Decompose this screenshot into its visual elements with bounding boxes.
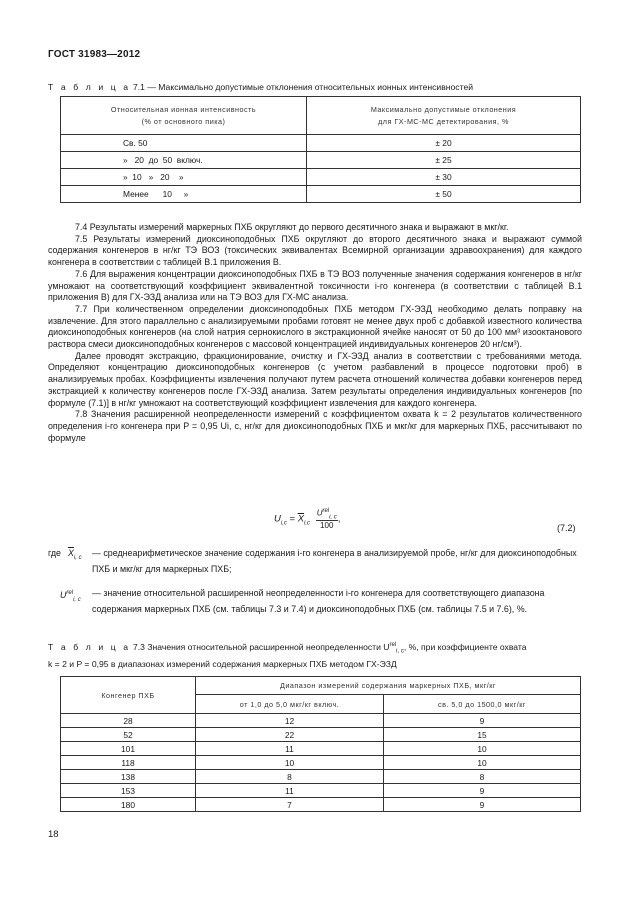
table-header-cell — [61, 97, 307, 135]
table-cell: 101 — [61, 742, 196, 756]
definition-symbol — [68, 545, 82, 566]
symbol-x-sub: i, c — [73, 554, 82, 561]
table-cell: 11 — [196, 742, 384, 756]
table-header-cell: Конгенер ПХБ — [61, 677, 196, 714]
paragraph-7-7-continued: Далее проводят экстракцию, фракционирование, очистку и ГХ-ЭЗД анализ в соответствии с требованиями метода. Определяют концентрацию диоксиноподобных конгенеров (с учетом разбавлений в процессе подготовки проб) в анализируемых пробах. Коэффициенты извлечения получают путем расчета отношений количества добавки конгенеров перед экстракцией к количеству конгенеров после ГХ-ЭЗД анализа. Затем результаты определения индивидуальных конгенеров [по формуле (7.1)] в нг/кг умножают на соответствующий коэффициент извлечения для каждого конгенера. — [48, 350, 582, 408]
table-cell: 118 — [61, 756, 196, 770]
page-number: 18 — [48, 829, 59, 840]
table-cell: » 10 » 20 » — [61, 169, 307, 186]
table-cell: 10 — [196, 756, 384, 770]
table-cell: 9 — [384, 798, 581, 812]
table-7-1-caption — [48, 82, 473, 92]
caption-text: 7.3 Значения относительной расширенной неопределенности U — [130, 642, 390, 652]
table-cell: 153 — [61, 784, 196, 798]
table-row — [61, 169, 581, 186]
table-cell: ± 20 — [307, 135, 581, 152]
table-header-cell — [307, 97, 581, 135]
table-7-3-caption — [48, 642, 527, 655]
formula-xbar: $\overline{X}$ — [297, 513, 305, 525]
table-row — [61, 770, 581, 784]
symbol-u-sup: rel — [66, 590, 74, 596]
caption-text: 7.1 — Максимально допустимые отклонения относительных ионных интенсивностей — [130, 82, 474, 92]
formula-xbar-sub: i,c — [304, 520, 311, 527]
symbol-x: $\overline{X}$ — [68, 548, 74, 558]
numerator-sub: i, c — [329, 514, 337, 521]
definition-text: — среднеарифметическое значение содержания i-го конгенера в анализируемой пробе, нг/кг для диоксиноподобных ПХБ и мкг/кг для маркерных ПХБ; — [92, 548, 577, 574]
table-cell: 7 — [196, 798, 384, 812]
document-header: ГОСТ 31983—2012 — [48, 49, 141, 60]
table-cell: 180 — [61, 798, 196, 812]
paragraph-7-8: 7.8 Значения расширенной неопределенности измерений с коэффициентом охвата k = 2 результатов количественного определения i-го конгенера при P = 0,95 Ui, c, нг/кг для диоксиноподобных ПХБ и мкг/кг для маркерных ПХБ, рассчитывают по формуле — [48, 409, 582, 443]
table-cell: 138 — [61, 770, 196, 784]
paragraph-7-7: 7.7 При количественном определении диоксиноподобных ПХБ методом ГХ-ЭЗД необходимо делать поправку на извлечение. Для этого параллельно с анализируемыми пробами готовят не менее двух проб с добавкой известного количества диоксиноподобных конгенеров (на слой натрия сернокислого в экстракционной ячейке наносят от 50 до 100 мм³ изооктанового раствора смеси диоксиноподобных конгенеров с массовой концентрацией индивидуальных конгенеров 20 нг/см³). — [48, 303, 582, 350]
table-cell: ± 25 — [307, 152, 581, 169]
table-cell: 9 — [384, 784, 581, 798]
table-row — [61, 186, 581, 203]
table-row — [61, 135, 581, 152]
symbol-u: U — [60, 589, 67, 600]
table-7-1 — [60, 96, 581, 203]
equation-number: (7.2) — [557, 523, 576, 533]
table-7-3-caption-line2: k = 2 и P = 0,95 в диапазонах измерений содержания маркерных ПХБ методом ГХ-ЭЗД — [48, 659, 397, 669]
caption-label: Т а б л и ц а — [48, 82, 131, 92]
table-cell: ± 30 — [307, 169, 581, 186]
definition-text: — значение относительной расширенной неопределенности i-го конгенера для соответствующего диапазона содержания маркерных ПХБ (см. таблицы 7.3 и 7.4) и диоксиноподобных ПХБ (см. таблицы 7.5 и 7.6), %. — [92, 588, 545, 614]
caption-label: Т а б л и ц а — [48, 642, 131, 652]
table-7-3 — [60, 676, 581, 812]
table-cell: 28 — [61, 714, 196, 728]
fraction-numerator — [316, 508, 338, 521]
caption-sup: rel — [389, 642, 397, 649]
formula-equals: = — [286, 513, 298, 525]
definition-symbol — [60, 585, 81, 608]
table-cell: » 20 до 50 включ. — [61, 152, 307, 169]
table-cell: ± 50 — [307, 186, 581, 203]
table-cell: 9 — [384, 714, 581, 728]
table-cell: 12 — [196, 714, 384, 728]
table-cell: 10 — [384, 756, 581, 770]
table-cell: Менее 10 » — [61, 186, 307, 203]
table-header-cell: от 1,0 до 5,0 мкг/кг включ. — [196, 695, 384, 714]
definition-2 — [48, 585, 582, 625]
table-header-row — [61, 677, 581, 695]
table-cell: 8 — [196, 770, 384, 784]
formula-lhs-sub: i,c — [280, 520, 287, 527]
formula-tail: , — [337, 513, 341, 525]
caption-tail: , %, при коэффициенте охвата — [403, 642, 527, 652]
table-row — [61, 784, 581, 798]
table-cell: 52 — [61, 728, 196, 742]
table-row — [61, 756, 581, 770]
formula-7-2 — [274, 508, 340, 530]
formula-fraction — [316, 508, 338, 530]
table-row — [61, 742, 581, 756]
table-cell: 15 — [384, 728, 581, 742]
table-header-cell: св. 5,0 до 1500,0 мкг/кг — [384, 695, 581, 714]
numerator-sup: rel — [322, 508, 330, 514]
where-lead: где — [48, 548, 61, 558]
header-line: Относительная ионная интенсивность — [110, 104, 257, 114]
table-header-cell: Диапазон измерений содержания маркерных ПХБ, мкг/кг — [196, 677, 581, 695]
body-text — [48, 222, 582, 444]
formula-lhs: U — [274, 513, 281, 525]
symbol-u-sub: i, c — [73, 596, 81, 603]
caption-sub: i, c — [396, 648, 404, 655]
header-line: для ГХ-МС-МС детектирования, % — [378, 116, 509, 126]
table-cell: 22 — [196, 728, 384, 742]
paragraph-7-4: 7.4 Результаты измерений маркерных ПХБ округляют до первого десятичного знака и выражают в мкг/кг. — [75, 222, 509, 232]
table-row — [61, 728, 581, 742]
table-row — [61, 798, 581, 812]
paragraph-7-5: 7.5 Результаты измерений диоксиноподобных ПХБ округляют до второго десятичного знака и выражают суммой содержания конгенеров в нг/кг ТЭ ВОЗ (токсических эквивалентах Всемирной организации здравоохранения) для каждого конгенера в соответствии с таблицей В.1 приложения В. — [48, 233, 582, 268]
paragraph-7-6: 7.6 Для выражения концентрации диоксиноподобных ПХБ в ТЭ ВОЗ полученные значения содержания конгенеров в нг/кг умножают на соответствующий коэффициент эквивалентной токсичности i-го конгенера (в соответствии с таблицей В.1 приложения В) для ГХ-ЭЗД анализа или на ТЭ ВОЗ для ГХ-МС анализа. — [48, 268, 582, 303]
table-row — [61, 714, 581, 728]
table-cell: 8 — [384, 770, 581, 784]
fraction-denominator: 100 — [320, 521, 334, 531]
table-row — [61, 152, 581, 169]
table-header-row — [61, 97, 581, 135]
table-cell: 11 — [196, 784, 384, 798]
table-cell: Св. 50 — [61, 135, 307, 152]
definition-1 — [48, 545, 582, 585]
table-cell: 10 — [384, 742, 581, 756]
header-line: Максимально допустимые отклонения — [370, 104, 517, 114]
numerator-symbol: U — [316, 508, 323, 518]
header-line: (% от основного пика) — [141, 116, 226, 126]
